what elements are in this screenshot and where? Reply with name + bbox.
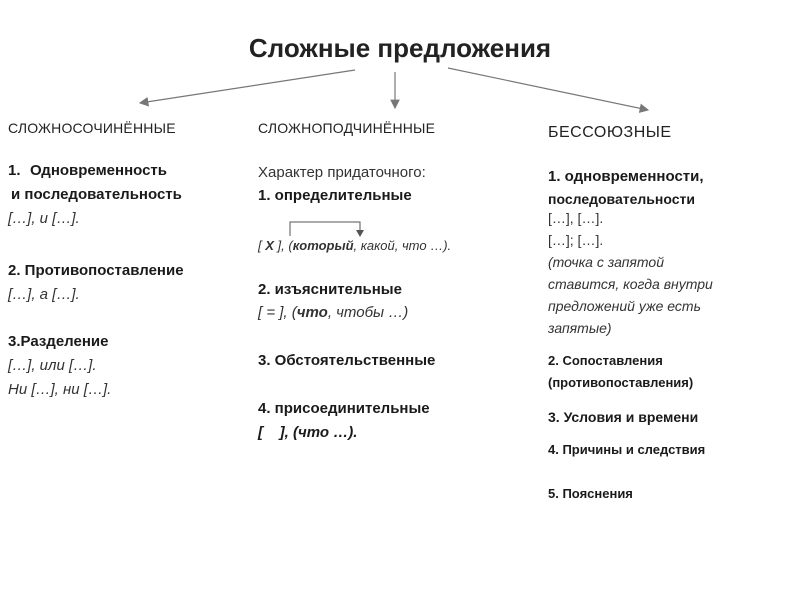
complex-item4: 4. присоединительные bbox=[258, 400, 430, 417]
complex-item3: 3. Обстоятельственные bbox=[258, 352, 436, 369]
arrow-to-compound bbox=[140, 70, 355, 103]
complex-item1: 1. определительные bbox=[258, 187, 412, 204]
pattern-rest: , чтобы …) bbox=[327, 304, 409, 321]
arrow-to-asyndetic bbox=[448, 68, 648, 110]
asyndetic-item1-note2: ставится, когда внутри bbox=[548, 276, 713, 292]
pattern-rest: , какой, что …). bbox=[353, 238, 452, 253]
compound-item1-line2: и последовательность bbox=[11, 186, 182, 203]
compound-item2: 2. Противопоставление bbox=[8, 262, 184, 279]
asyndetic-item1-note1: (точка с запятой bbox=[548, 254, 664, 270]
asyndetic-item1-pattern1: […], […]. bbox=[548, 210, 604, 226]
complex-heading: СЛОЖНОПОДЧИНЁННЫЕ bbox=[258, 120, 436, 136]
compound-heading: СЛОЖНОСОЧИНЁННЫЕ bbox=[8, 120, 176, 136]
asyndetic-item1-note4: запятые) bbox=[548, 320, 612, 336]
compound-item3: 3.Разделение bbox=[8, 333, 109, 350]
pattern-bracket-close: ], ( bbox=[273, 238, 293, 253]
asyndetic-item1-line1: 1. одновременности, bbox=[548, 168, 704, 185]
asyndetic-item1-pattern2: […]; […]. bbox=[548, 232, 604, 248]
pattern-bracket-open: [ bbox=[258, 238, 266, 253]
asyndetic-item3: 3. Условия и времени bbox=[548, 409, 699, 425]
compound-item2-pattern: […], а […]. bbox=[8, 286, 80, 303]
pattern-what: что bbox=[296, 304, 328, 321]
asyndetic-item4: 4. Причины и следствия bbox=[548, 442, 706, 457]
complex-item1-pattern bbox=[258, 238, 451, 253]
x-to-which-arrowhead bbox=[356, 230, 364, 237]
asyndetic-item1-note3: предложений уже есть bbox=[548, 298, 701, 314]
compound-item1-number: 1. bbox=[8, 162, 21, 179]
x-to-which-bracket bbox=[290, 222, 360, 236]
asyndetic-heading: БЕССОЮЗНЫЕ bbox=[548, 124, 672, 141]
compound-item3-pattern2: Ни […], ни […]. bbox=[8, 381, 112, 398]
compound-item1-pattern: […], и […]. bbox=[8, 210, 80, 227]
pattern-equals: [ = ], ( bbox=[258, 304, 297, 321]
complex-item2-pattern bbox=[258, 304, 408, 322]
page-title: Сложные предложения bbox=[248, 33, 552, 63]
complex-intro: Характер придаточного: bbox=[258, 164, 426, 181]
pattern-x: X bbox=[265, 238, 274, 253]
asyndetic-item2-line2: (противопоставления) bbox=[548, 375, 694, 390]
compound-item1-line1: Одновременность bbox=[30, 162, 167, 179]
asyndetic-item5: 5. Пояснения bbox=[548, 486, 633, 501]
asyndetic-item1-line2: последовательности bbox=[548, 191, 695, 207]
complex-item4-pattern: [ ], (что …). bbox=[258, 424, 358, 441]
compound-item3-pattern1: […], или […]. bbox=[8, 357, 97, 374]
asyndetic-item2-line1: 2. Сопоставления bbox=[548, 353, 663, 368]
complex-item2: 2. изъяснительные bbox=[258, 281, 402, 298]
pattern-which: который bbox=[292, 238, 354, 253]
